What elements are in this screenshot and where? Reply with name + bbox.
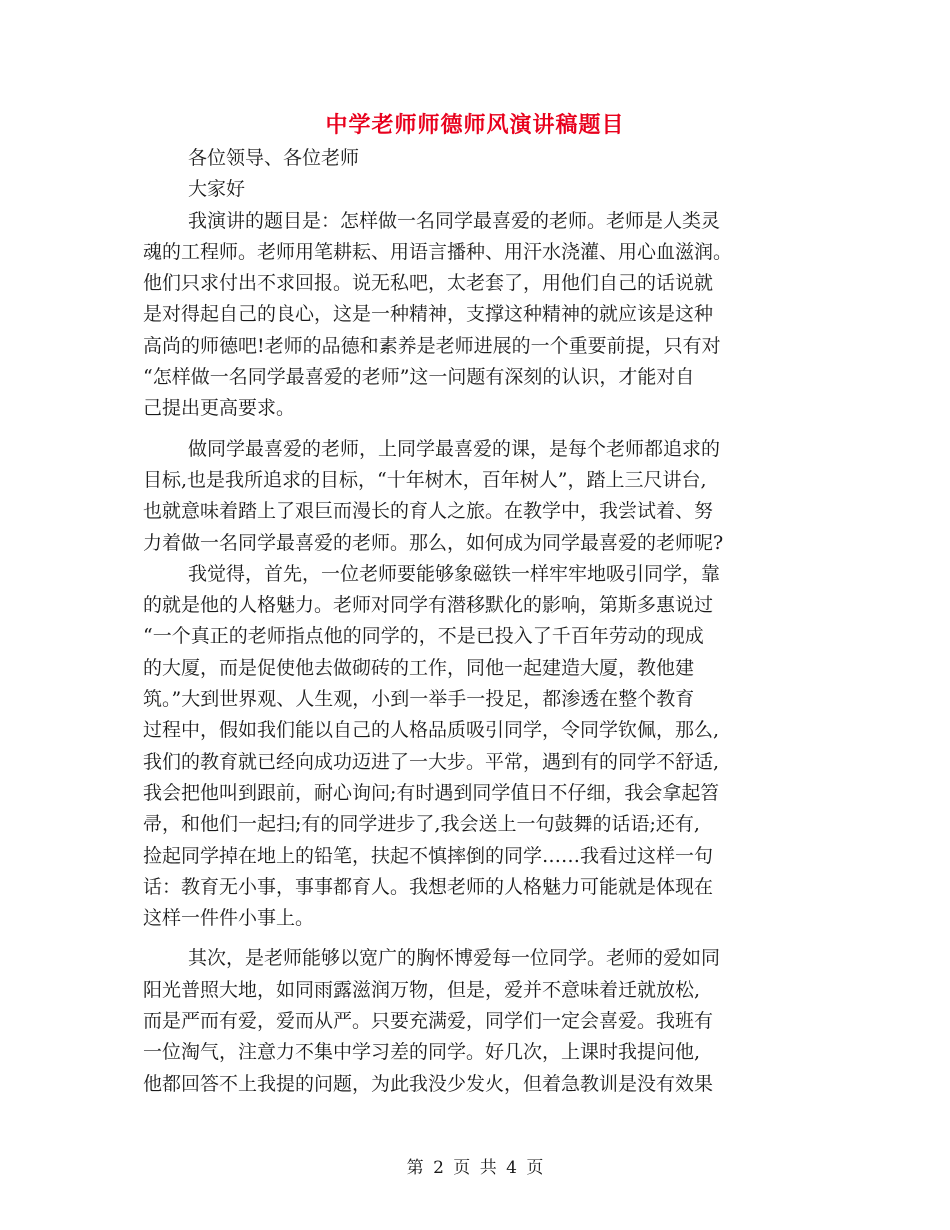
text-line: 阳光普照大地，如同雨露滋润万物，但是，爱并不意味着迁就放松,: [143, 978, 701, 1001]
text-line: 他都回答不上我提的问题，为此我没少发火，但着急教训是没有效果: [143, 1072, 714, 1095]
text-line: 我会把他叫到跟前，耐心询问;有时遇到同学值日不仔细，我会拿起笤: [143, 781, 720, 804]
text-line: 其次，是老师能够以宽广的胸怀博爱每一位同学。老师的爱如同: [188, 947, 721, 970]
text-line: 目标,也是我所追求的目标，“十年树木，百年树人”，踏上三尺讲台,: [143, 468, 707, 491]
text-line: 己提出更高要求。: [143, 397, 296, 420]
text-line: 也就意味着踏上了艰巨而漫长的育人之旅。在教学中，我尝试着、努: [143, 500, 714, 523]
text-line: “怎样做一名同学最喜爱的老师”这一问题有深刻的认识，才能对自: [143, 366, 695, 389]
text-line: 大家好: [188, 178, 246, 201]
paragraph: [143, 206, 815, 425]
text-line: 是对得起自己的良心，这是一种精神，支撑这种精神的就应该是这种: [143, 303, 714, 326]
text-line: 他们只求付出不求回报。说无私吧，太老套了，用他们自己的话说就: [143, 272, 714, 295]
text-line: 做同学最喜爱的老师，上同学最喜爱的课，是每个老师都追求的: [188, 437, 721, 460]
text-line: 话：教育无小事，事事都育人。我想老师的人格魅力可能就是体现在: [143, 875, 714, 898]
text-line: 捡起同学掉在地上的铅笔，扶起不慎摔倒的同学……我看过这样一句: [143, 844, 714, 867]
text-line: 帚，和他们一起扫;有的同学进步了,我会送上一句鼓舞的话语;还有,: [143, 813, 700, 836]
paragraph: [143, 943, 815, 1099]
text-line: 这样一件件小事上。: [143, 907, 315, 930]
text-line: 我们的教育就已经向成功迈进了一大步。平常，遇到有的同学不舒适,: [143, 750, 720, 773]
text-line: 而是严而有爱，爱而从严。只要充满爱，同学们一定会喜爱。我班有: [143, 1010, 714, 1033]
text-line: 筑。”大到世界观、人生观，小到一举手一投足，都渗透在整个教育: [143, 688, 695, 711]
text-line: “一个真正的老师指点他的同学的，不是已投入了千百年劳动的现成: [143, 625, 704, 648]
paragraph: [143, 143, 815, 174]
page-footer: 第 2 页 共 4 页: [406, 1158, 544, 1178]
text-line: 的大厦，而是促使他去做砌砖的工作，同他一起建造大厦，教他建: [143, 656, 695, 679]
text-line: 高尚的师德吧!老师的品德和素养是老师进展的一个重要前提，只有对: [143, 334, 721, 357]
document-body: [143, 143, 815, 1100]
text-line: 魂的工程师。老师用笔耕耘、用语言播种、用汗水浇灌、用心血滋润。: [143, 240, 733, 263]
text-line: 我演讲的题目是：怎样做一名同学最喜爱的老师。老师是人类灵: [188, 209, 721, 232]
paragraph: [143, 174, 815, 205]
text-line: 过程中，假如我们能以自己的人格品质吸引同学，令同学钦佩，那么,: [143, 719, 720, 742]
text-line: 我觉得，首先，一位老师要能够象磁铁一样牢牢地吸引同学，靠: [188, 562, 721, 585]
paragraph: [143, 434, 815, 559]
text-line: 的就是他的人格魅力。老师对同学有潜移默化的影响，第斯多惠说过: [143, 594, 714, 617]
text-line: 力着做一名同学最喜爱的老师。那么，如何成为同学最喜爱的老师呢?: [143, 531, 724, 554]
text-line: 各位领导、各位老师: [188, 147, 360, 169]
paragraph: [143, 559, 815, 935]
text-line: 一位淘气，注意力不集中学习差的同学。好几次，上课时我提问他,: [143, 1041, 701, 1064]
document-title: 中学老师师德师风演讲稿题目: [325, 113, 625, 138]
